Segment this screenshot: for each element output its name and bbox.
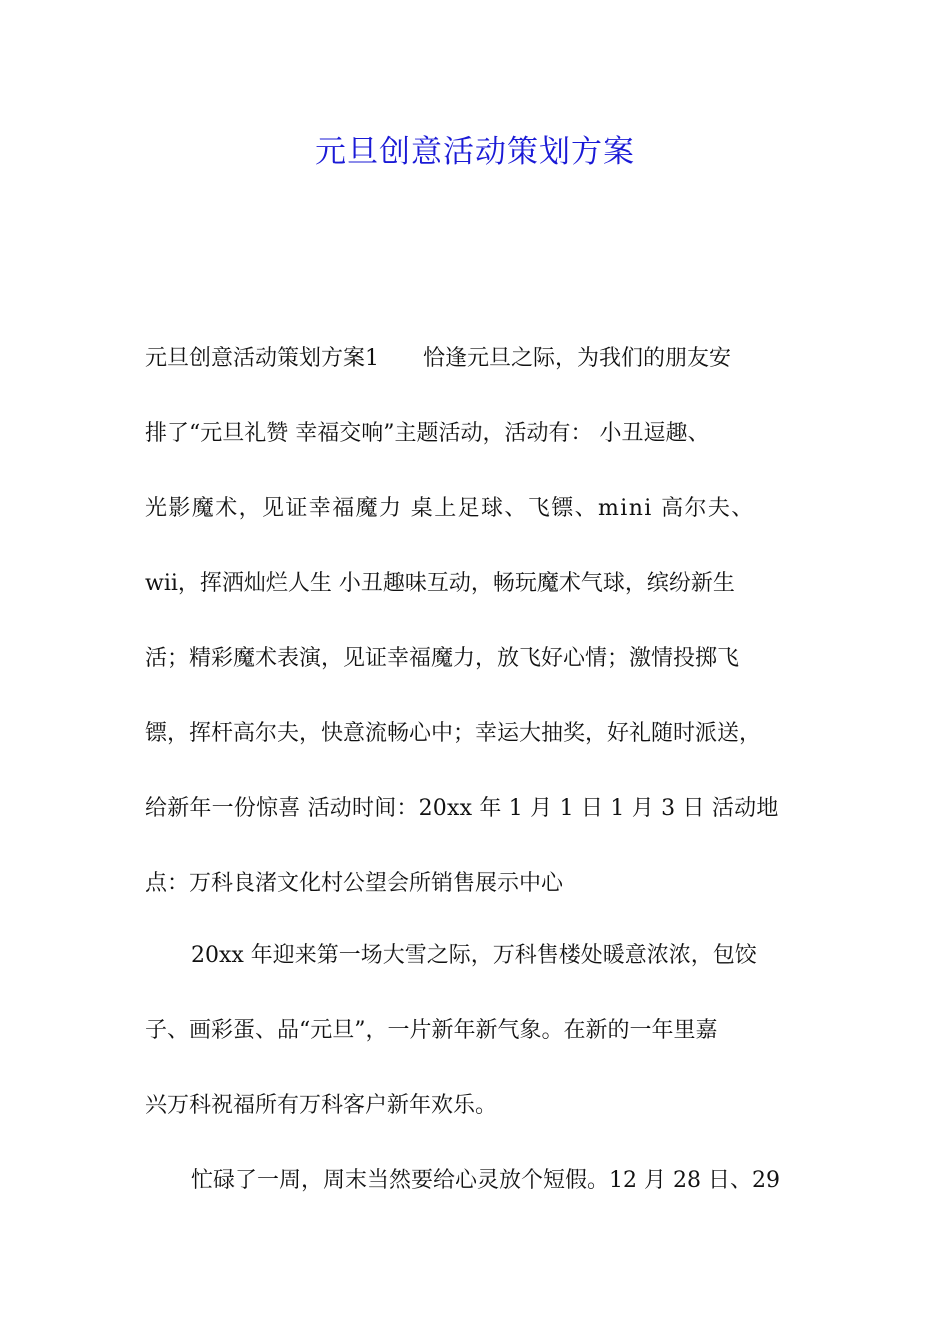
body-line: 给新年一份惊喜 活动时间：20xx 年 1 月 1 日 1 月 3 日 活动地 <box>145 796 779 821</box>
body-line: wii，挥洒灿烂人生 小丑趣味互动，畅玩魔术气球，缤纷新生 <box>145 571 735 596</box>
body-line: 子、画彩蛋、品“元旦”，一片新年新气象。在新的一年里嘉 <box>145 1018 718 1043</box>
body-line: 点：万科良渚文化村公望会所销售展示中心 <box>145 871 564 896</box>
body-line: 光影魔术，见证幸福魔力 桌上足球、飞镖、mini 高尔夫、 <box>145 496 755 521</box>
body-line: 活；精彩魔术表演，见证幸福魔力，放飞好心情；激情投掷飞 <box>145 646 740 671</box>
body-line: 兴万科祝福所有万科客户新年欢乐。 <box>145 1093 498 1118</box>
body-line: 排了“元旦礼赞 幸福交响”主题活动，活动有： 小丑逗趣、 <box>145 421 710 446</box>
document-title: 元旦创意活动策划方案 <box>315 134 635 170</box>
body-line: 元旦创意活动策划方案1 恰逢元旦之际，为我们的朋友安 <box>145 346 731 371</box>
body-line: 忙碌了一周，周末当然要给心灵放个短假。12 月 28 日、29 <box>191 1168 780 1193</box>
body-line: 20xx 年迎来第一场大雪之际，万科售楼处暖意浓浓，包饺 <box>191 943 757 968</box>
body-line: 镖，挥杆高尔夫，快意流畅心中；幸运大抽奖，好礼随时派送， <box>145 721 762 746</box>
